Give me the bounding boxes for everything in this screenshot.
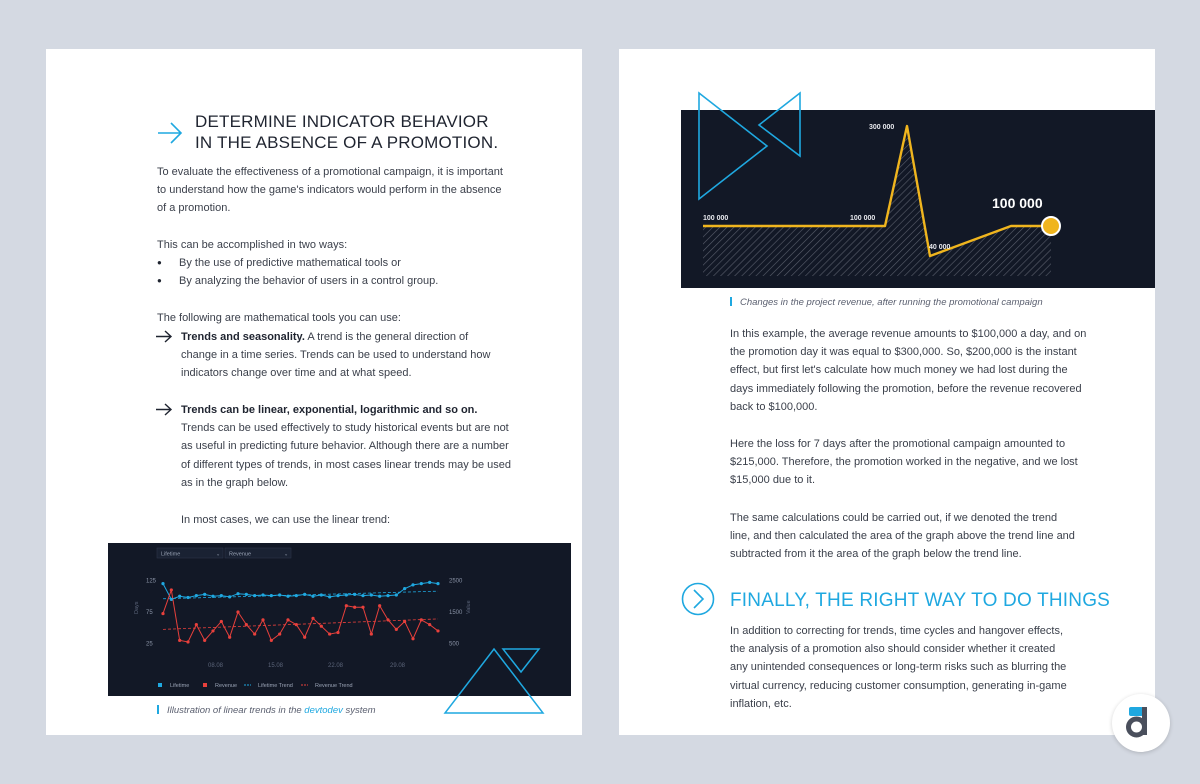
arrow-right-icon [157,122,183,144]
caption-marker [730,297,732,306]
lifetime-point [245,593,248,596]
revenue-point [436,629,439,632]
lifetime-point [211,595,214,598]
lifetime-point [170,598,173,601]
y-left-tick-label: 75 [146,610,153,616]
lifetime-point [320,593,323,596]
tool-item-types: Trends can be linear, exponential, logarithmic and so on. Trends can be used effectively to study historical events but are not as useful in predicting future behavior. Although there are a number of different types of trends, in most cases linear trends may be used as in the graph below. [181,401,541,492]
devtodev-logo [1112,694,1170,752]
x-tick-label: 08.08 [208,663,224,669]
revenue-point [211,629,214,632]
lifetime-point [411,583,414,586]
devtodev-logo-icon [1112,694,1170,752]
point-label: 40 000 [929,244,951,251]
decorative-triangles [442,646,546,718]
right-page [619,49,1155,735]
revenue-point [278,632,281,635]
revenue-point [286,618,289,621]
arrow-right-icon [156,403,173,416]
x-tick-label: 29.08 [390,663,406,669]
tool-title: Trends can be linear, exponential, logarithmic and so on. [181,404,478,416]
dropdown-label: Revenue [229,551,252,558]
tools-intro: The following are mathematical tools you can use: [157,312,401,324]
arrow-right-icon [156,330,173,343]
chevron-down-icon: ⌄ [216,551,221,558]
legend-label: Lifetime [170,683,190,689]
revenue-point [411,637,414,640]
lifetime-point [228,595,231,598]
lifetime-point [336,594,339,597]
revenue-point [420,618,423,621]
devtodev-link[interactable]: devtodev [304,705,343,716]
revenue-point [270,639,273,642]
lifetime-point [428,581,431,584]
lifetime-point [353,593,356,596]
intro-paragraph: To evaluate the effectiveness of a promotional campaign, it is important to understand how the game's indicators would perform in the absence of a promotion. [157,166,503,215]
example-paragraph: In this example, the average revenue amounts to $100,000 a day, and on the promotion day it was equal to $300,000. So, $200,000 is the instant effect, but first let's calculate how much money we had lost during the days immediately following the promotion, before the revenue recovered back to $100,000. [730,328,1087,413]
revenue-point [320,625,323,628]
left-page [46,49,582,735]
legend-label: Revenue [215,683,238,689]
legend-label: Revenue Trend [315,683,353,689]
chevron-down-icon: ⌄ [284,551,289,558]
lifetime-point [328,595,331,598]
revenue-point [311,617,314,620]
revenue-point [295,623,298,626]
lifetime-point [395,593,398,596]
revenue-point [195,623,198,626]
revenue-point [228,636,231,639]
revenue-point [161,612,164,615]
lifetime-point [378,595,381,598]
lifetime-point [270,594,273,597]
y-right-tick-label: 2500 [449,578,463,585]
revenue-point [170,588,173,591]
lifetime-point [236,592,239,595]
revenue-point [178,639,181,642]
revenue-point [428,623,431,626]
revenue-trend-line [163,619,438,629]
tool-title: Trends and seasonality. [181,331,305,343]
revenue-point [378,604,381,607]
decorative-triangles [697,89,803,205]
tool-item-trends: Trends and seasonality. A trend is the general direction of change in a time series. Trends can be used to understand how indicators change over time and at what speed. [181,328,541,383]
loss-paragraph: Here the loss for 7 days after the promotional campaign amounted to $215,000. Therefore, the promotion worked in the negative, and we lost $15,000 due to it. [730,438,1078,487]
revenue-point [395,628,398,631]
y-right-tick-label: 500 [449,641,460,648]
lifetime-point [295,594,298,597]
lifetime-point [311,595,314,598]
revenue-point [353,606,356,609]
dropdown-revenue[interactable] [225,548,291,558]
lifetime-point [303,593,306,596]
trend-chart-caption: Illustration of linear trends in the devtodev system [157,705,376,716]
point-label: 300 000 [869,124,895,131]
lifetime-point [278,593,281,596]
dropdown-lifetime[interactable] [157,548,223,558]
lifetime-point [195,594,198,597]
lifetime-point [178,595,181,598]
y-right-axis-label: Value [466,600,472,614]
revenue-point [186,640,189,643]
legend-swatch [158,683,162,687]
revenue-point [303,636,306,639]
lifetime-point [345,593,348,596]
point-label: 100 000 [850,215,876,222]
lifetime-series-line [163,582,438,599]
revenue-point [370,632,373,635]
dropdown-label: Lifetime [161,551,181,558]
revenue-point [403,620,406,623]
lifetime-point [370,593,373,596]
legend-swatch [203,683,207,687]
revenue-point [203,639,206,642]
revenue-chart-caption: Changes in the project revenue, after running the promotional campaign [730,297,1043,308]
final-section-title: FINALLY, THE RIGHT WAY TO DO THINGS [730,590,1111,611]
list-item: ● By the use of predictive mathematical tools or [157,254,438,272]
revenue-point [328,632,331,635]
revenue-point [236,610,239,613]
lifetime-point [286,595,289,598]
lifetime-point [403,587,406,590]
y-left-axis-label: Days [134,601,140,614]
revenue-point [253,632,256,635]
lifetime-point [161,582,164,585]
y-left-tick-label: 25 [146,641,153,648]
list-item: ● By analyzing the behavior of users in a control group. [157,272,438,290]
ways-list [157,254,438,290]
revenue-point [386,618,389,621]
point-label: 100 000 [703,215,729,222]
calculation-paragraph: The same calculations could be carried out, if we denoted the trend line, and then calculated the area of the graph above the trend line and subtracted from it the area of the graph below the trend line. [730,512,1075,561]
lifetime-point [420,582,423,585]
y-left-tick-label: 125 [146,578,157,585]
lifetime-point [220,594,223,597]
revenue-point [261,618,264,621]
final-paragraph: In addition to correcting for trends, time cycles and hangover effects, the analysis of a promotion also should consider whether it created any unintended consequences or long-term risks such as blurring the virtual currency, reducing customer consumption, generating in-game inflation, etc. [730,625,1067,710]
highlight-label: 100 000 [992,195,1043,211]
lifetime-point [261,593,264,596]
revenue-end-point [1042,217,1060,235]
lifetime-point [386,594,389,597]
revenue-point [361,606,364,609]
revenue-point [345,604,348,607]
circle-chevron-icon [681,582,715,616]
legend-label: Lifetime Trend [258,683,293,689]
caption-marker [157,705,159,714]
x-tick-label: 22.08 [328,663,344,669]
y-right-tick-label: 1500 [449,610,463,616]
lifetime-point [253,594,256,597]
lifetime-point [186,596,189,599]
revenue-point [245,623,248,626]
revenue-point [336,631,339,634]
revenue-point [220,620,223,623]
section-title: DETERMINE INDICATOR BEHAVIOR IN THE ABSENCE OF A PROMOTION. [195,112,499,152]
lifetime-point [436,582,439,585]
ways-intro: This can be accomplished in two ways: [157,239,348,251]
lifetime-point [361,594,364,597]
x-tick-label: 15.08 [268,663,284,669]
lifetime-point [203,593,206,596]
linear-note: In most cases, we can use the linear trend: [181,514,391,526]
